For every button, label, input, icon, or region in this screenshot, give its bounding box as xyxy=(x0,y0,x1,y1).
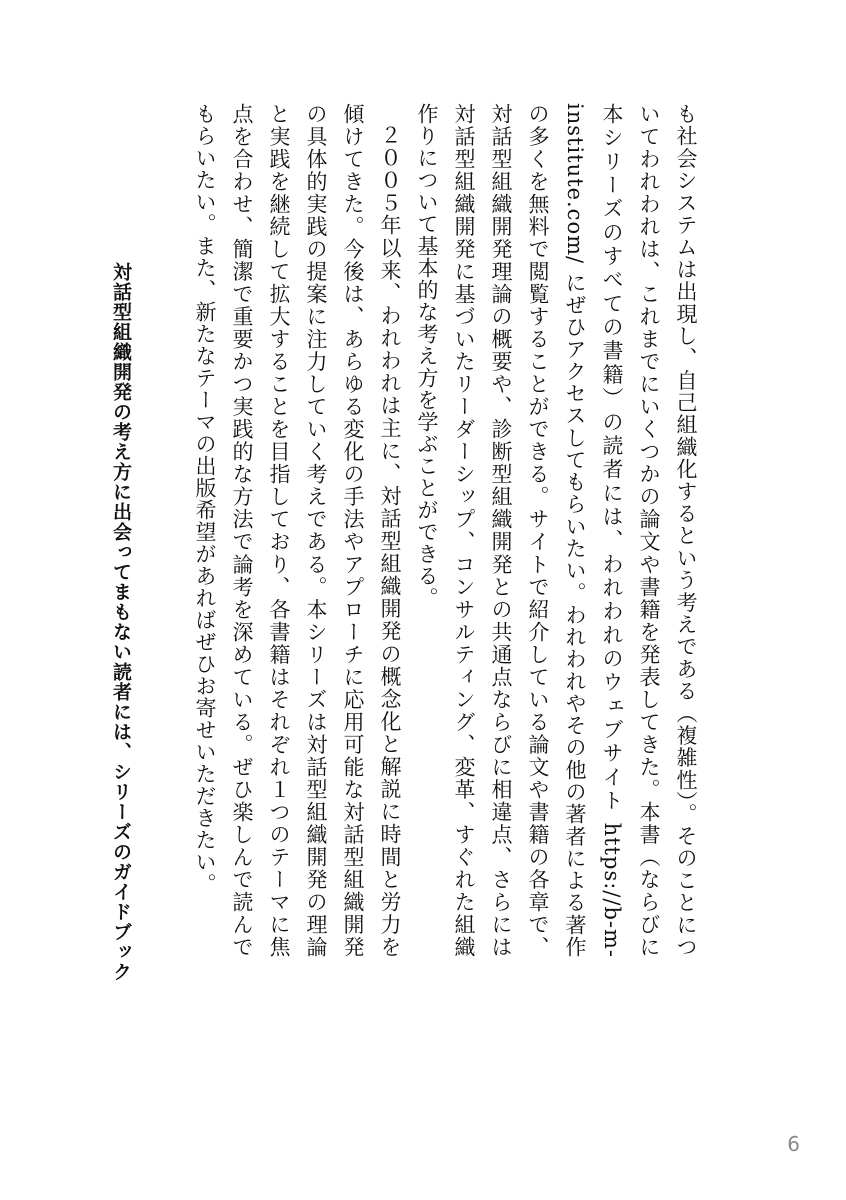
series-guidebook-caption: 対話型組織開発の考え方に出会ってまもない読者には、シリーズのガイドブック xyxy=(110,262,132,982)
body-text xyxy=(186,103,704,958)
body-paragraph-1: も社会システムは出現し、自己組織化するという考えである（複雑性）。そのことについてわれわれは、これまでにいくつかの論文や書籍を発表してきた。本書（ならびに本シリーズのすべての書籍）の読者には、われわれのウェブサイト https://b-m-institute.com/ にぜひアクセスしてもらいたい。われわれやその他の著者による著作の多くを無料で閲覧することができる。サイトで紹介している論文や書籍の各章で、対話型組織開発理論の概要や、診断型組織開発との共通点ならびに相違点、さらには対話型組織開発に基づいたリーダーシップ、コンサルティング、変革、すぐれた組織作りについて基本的な考え方を学ぶことができる。 xyxy=(415,103,698,959)
body-paragraph-2: ２００５年以来、われわれは主に、対話型組織開発の概念化と解説に時間と労力を傾けてきた。今後は、あらゆる変化の手法やアプローチに応用可能な対話型組織開発の具体的実践の提案に注力していく考えである。本シリーズは対話型組織開発の理論と実践を継続して拡大することを目指しており、各書籍はそれぞれ１つのテーマに焦点を合わせ、簡潔で重要かつ実践的な方法で論考を深めている。ぜひ楽しんで読んでもらいたい。また、新たなテーマの出版希望があればぜひお寄せいただきたい。 xyxy=(193,103,402,959)
page-number: 6 xyxy=(787,1132,800,1156)
